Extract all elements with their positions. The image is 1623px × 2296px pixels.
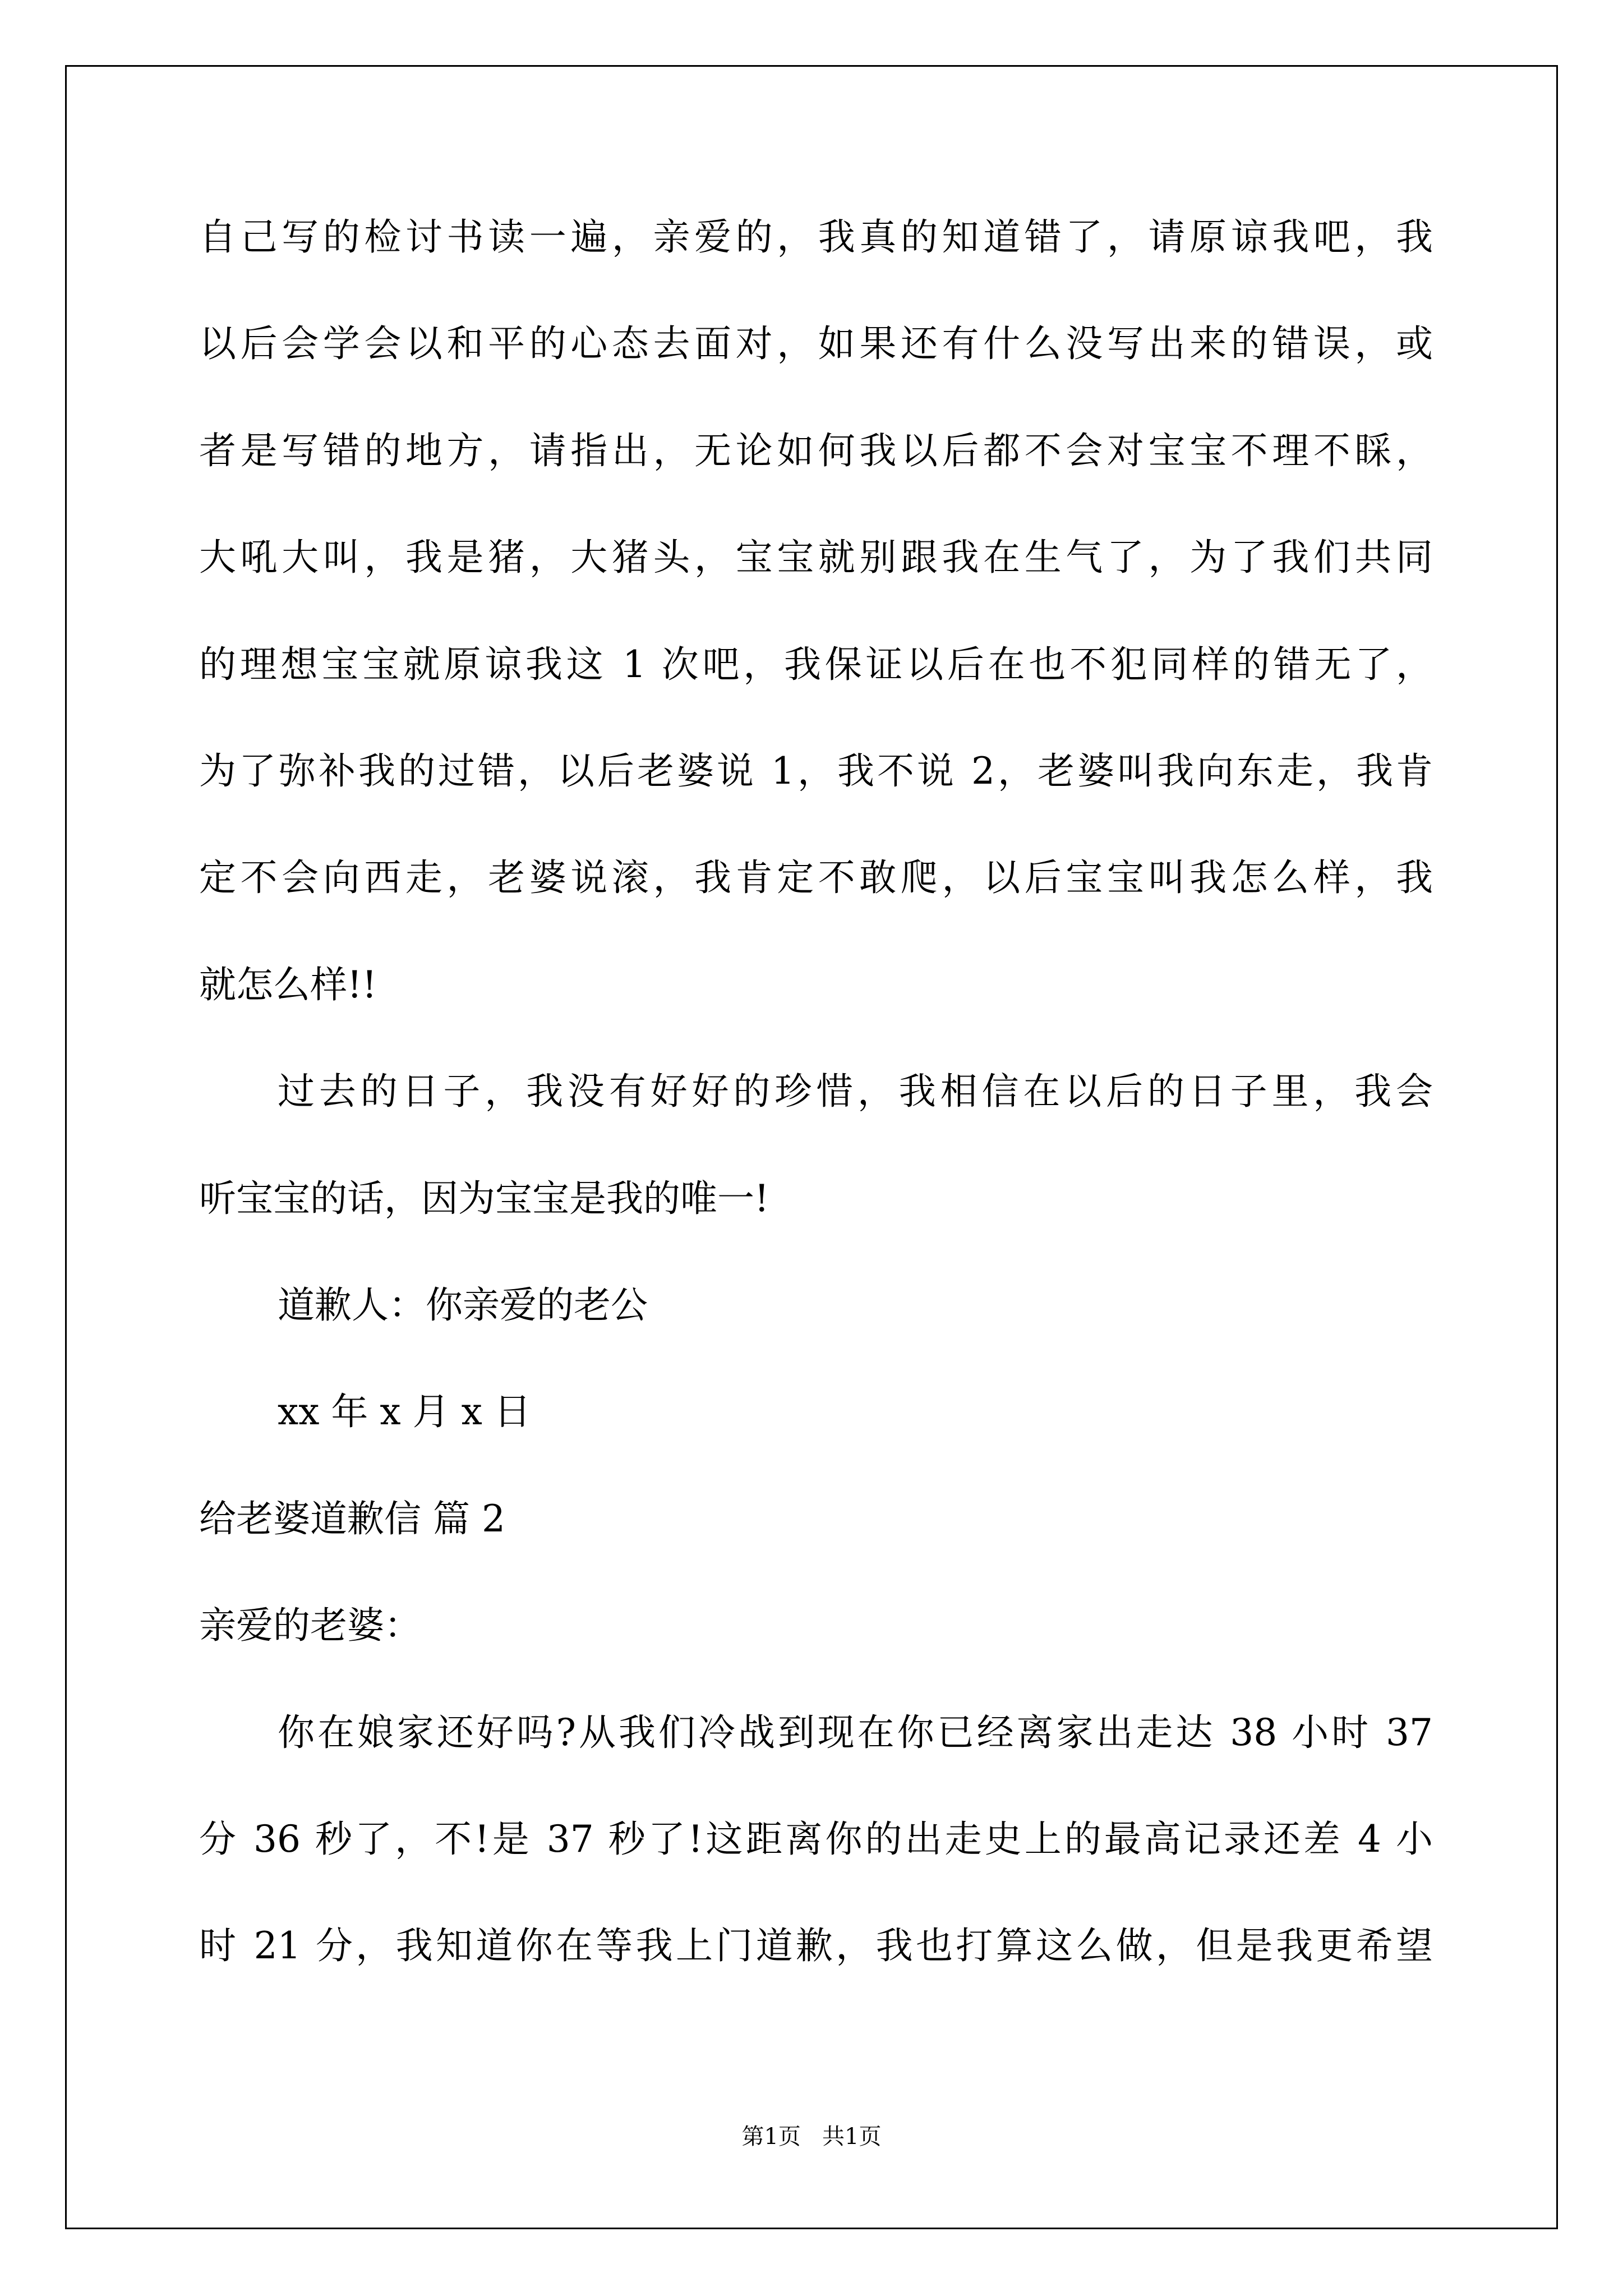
page-border [65, 65, 1558, 2229]
date-line: xx 年 x 月 x 日 [278, 1390, 531, 1433]
signature-line: 道歉人：你亲爱的老公 [278, 1283, 648, 1327]
text-line: 以后会学会以和平的心态去面对，如果还有什么没写出来的错误，或 [199, 322, 1433, 365]
text-line: 听宝宝的话，因为宝宝是我的唯一! [199, 1177, 769, 1220]
text-line: 就怎么样!! [199, 963, 377, 1006]
text-line: 为了弥补我的过错，以后老婆说 1，我不说 2，老婆叫我向东走，我肯 [199, 749, 1433, 793]
paragraph-start-line: 过去的日子，我没有好好的珍惜，我相信在以后的日子里，我会 [278, 1070, 1433, 1113]
text-line: 定不会向西走，老婆说滚，我肯定不敢爬，以后宝宝叫我怎么样，我 [199, 856, 1433, 899]
page-number-footer: 第1页 共1页 [741, 2124, 882, 2150]
text-line: 分 36 秒了，不!是 37 秒了!这距离你的出走史上的最高记录还差 4 小 [199, 1818, 1433, 1861]
salutation: 亲爱的老婆： [199, 1604, 421, 1647]
section-heading: 给老婆道歉信 篇 2 [199, 1497, 505, 1540]
paragraph-start-line: 你在娘家还好吗?从我们冷战到现在你已经离家出走达 38 小时 37 [278, 1711, 1433, 1754]
text-line: 自己写的检讨书读一遍，亲爱的，我真的知道错了，请原谅我吧，我 [199, 215, 1433, 259]
text-line: 时 21 分，我知道你在等我上门道歉，我也打算这么做，但是我更希望 [199, 1924, 1433, 1967]
text-line: 的理想宝宝就原谅我这 1 次吧，我保证以后在也不犯同样的错无了， [199, 643, 1433, 686]
text-line: 大吼大叫，我是猪，大猪头，宝宝就别跟我在生气了，为了我们共同 [199, 536, 1433, 579]
text-line: 者是写错的地方，请指出，无论如何我以后都不会对宝宝不理不睬， [199, 429, 1433, 472]
